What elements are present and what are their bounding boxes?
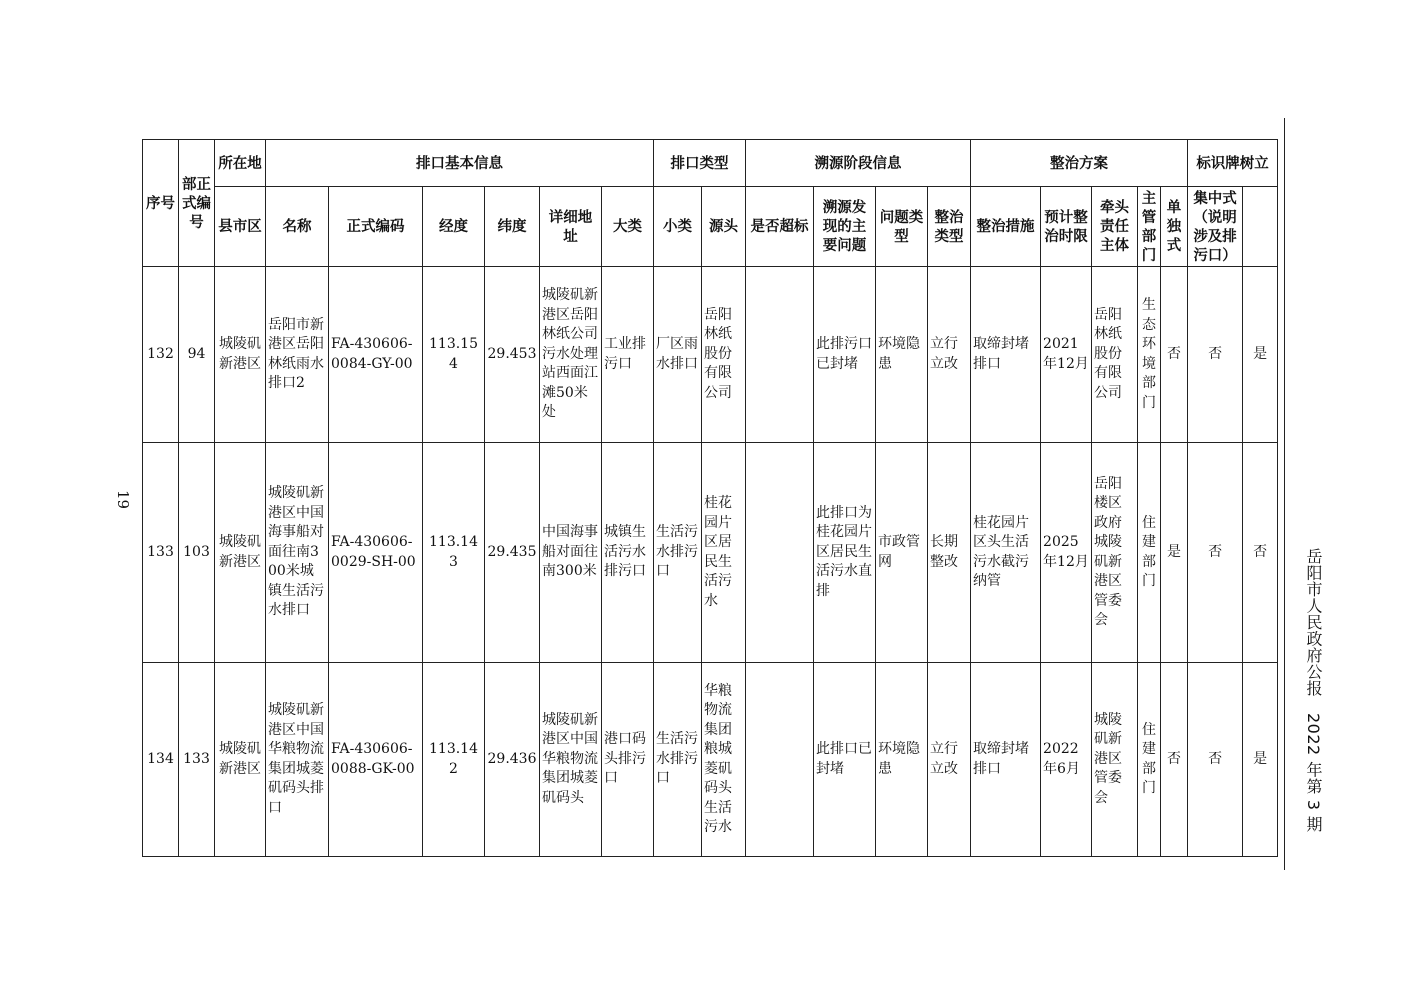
header-exceeds: 是否超标 — [746, 187, 814, 267]
cell-measures: 取缔封堵排口 — [971, 267, 1041, 443]
cell-code: 103 — [179, 443, 215, 663]
table-row — [143, 443, 1278, 663]
cell-major-type: 工业排污口 — [602, 267, 654, 443]
cell-county: 城陵矶新港区 — [215, 267, 266, 443]
header-longitude: 经度 — [423, 187, 485, 267]
cell-name: 城陵矶新港区中国海事船对面往南300米城镇生活污水排口 — [266, 443, 329, 663]
cell-county: 城陵矶新港区 — [215, 663, 266, 857]
header-name: 名称 — [266, 187, 329, 267]
cell-code: 94 — [179, 267, 215, 443]
cell-seq: 134 — [143, 663, 179, 857]
cell-address: 城陵矶新港区岳阳林纸公司污水处理站西面江滩50米处 — [540, 267, 602, 443]
cell-official-code: FA-430606-0029-SH-00 — [329, 443, 423, 663]
cell-issue-type: 环境隐患 — [876, 663, 928, 857]
cell-plan-type: 立行立改 — [928, 267, 971, 443]
header-issue-type: 问题类型 — [876, 187, 928, 267]
cell-main-issue: 此排口已封堵 — [814, 663, 876, 857]
cell-lead-entity: 城陵矶新港区管委会 — [1092, 663, 1138, 857]
margin-rule — [1284, 118, 1285, 870]
cell-authority: 住建部门 — [1138, 443, 1161, 663]
cell-source: 桂花园片区居民生活污水 — [702, 443, 746, 663]
cell-code: 133 — [179, 663, 215, 857]
header-plan-type: 整治类型 — [928, 187, 971, 267]
cell-authority: 住建部门 — [1138, 663, 1161, 857]
table-row — [143, 663, 1278, 857]
header-plan: 整治方案 — [971, 140, 1188, 187]
cell-main-issue: 此排污口已封堵 — [814, 267, 876, 443]
cell-official-code: FA-430606-0088-GK-00 — [329, 663, 423, 857]
cell-longitude: 113.154 — [423, 267, 485, 443]
header-major-type: 大类 — [602, 187, 654, 267]
cell-measures: 桂花园片区头生活污水截污纳管 — [971, 443, 1041, 663]
cell-main-issue: 此排口为桂花园片区居民生活污水直排 — [814, 443, 876, 663]
cell-seq: 132 — [143, 267, 179, 443]
cell-major-type: 港口码头排污口 — [602, 663, 654, 857]
cell-completed: 是 — [1243, 267, 1278, 443]
header-row-2 — [143, 187, 1278, 267]
header-seq: 序号 — [143, 140, 179, 267]
cell-standalone: 否 — [1161, 663, 1188, 857]
cell-centralized: 否 — [1188, 443, 1243, 663]
cell-county: 城陵矶新港区 — [215, 443, 266, 663]
cell-longitude: 113.143 — [423, 443, 485, 663]
header-county: 县市区 — [215, 187, 266, 267]
cell-lead-entity: 岳阳楼区政府城陵矶新港区管委会 — [1092, 443, 1138, 663]
header-standalone: 单独式 — [1161, 187, 1188, 267]
header-centralized: 集中式（说明涉及排污口） — [1188, 187, 1243, 267]
header-dept-code: 部正式编号 — [179, 140, 215, 267]
table-row — [143, 267, 1278, 443]
cell-deadline: 2022年6月 — [1041, 663, 1092, 857]
cell-exceeds — [746, 663, 814, 857]
cell-name: 城陵矶新港区中国华粮物流集团城菱矶码头排口 — [266, 663, 329, 857]
header-official-code: 正式编码 — [329, 187, 423, 267]
header-sign: 标识牌树立 — [1188, 140, 1278, 187]
header-trace-info: 溯源阶段信息 — [746, 140, 971, 187]
header-authority: 主管部门 — [1138, 187, 1161, 267]
cell-plan-type: 立行立改 — [928, 663, 971, 857]
cell-exceeds — [746, 267, 814, 443]
cell-completed: 否 — [1243, 443, 1278, 663]
header-location: 所在地 — [215, 140, 266, 187]
cell-major-type: 城镇生活污水排污口 — [602, 443, 654, 663]
cell-deadline: 2021年12月 — [1041, 267, 1092, 443]
cell-issue-type: 环境隐患 — [876, 267, 928, 443]
cell-plan-type: 长期整改 — [928, 443, 971, 663]
cell-source: 岳阳林纸股份有限公司 — [702, 267, 746, 443]
cell-lead-entity: 岳阳林纸股份有限公司 — [1092, 267, 1138, 443]
header-latitude: 纬度 — [485, 187, 540, 267]
header-source: 源头 — [702, 187, 746, 267]
header-measures: 整治措施 — [971, 187, 1041, 267]
cell-latitude: 29.436 — [485, 663, 540, 857]
header-main-issue: 溯源发现的主要问题 — [814, 187, 876, 267]
cell-completed: 是 — [1243, 663, 1278, 857]
cell-centralized: 否 — [1188, 267, 1243, 443]
header-minor-type: 小类 — [654, 187, 702, 267]
cell-minor-type: 生活污水排污口 — [654, 443, 702, 663]
journal-title: 岳阳市人民政府公报 2022 年第 3 期 — [1304, 548, 1323, 833]
cell-deadline: 2025年12月 — [1041, 443, 1092, 663]
cell-source: 华粮物流集团粮城菱矶码头生活污水 — [702, 663, 746, 857]
cell-minor-type: 厂区雨水排口 — [654, 267, 702, 443]
header-row-1 — [143, 140, 1278, 187]
cell-name: 岳阳市新港区岳阳林纸雨水排口2 — [266, 267, 329, 443]
cell-standalone: 否 — [1161, 267, 1188, 443]
cell-centralized: 否 — [1188, 663, 1243, 857]
page-number: 19 — [114, 490, 132, 510]
cell-address: 城陵矶新港区中国华粮物流集团城菱矶码头 — [540, 663, 602, 857]
header-address: 详细地址 — [540, 187, 602, 267]
outlet-table — [142, 139, 1278, 857]
header-outlet-info: 排口基本信息 — [266, 140, 654, 187]
cell-latitude: 29.453 — [485, 267, 540, 443]
cell-standalone: 是 — [1161, 443, 1188, 663]
cell-exceeds — [746, 443, 814, 663]
cell-authority: 生态环境部门 — [1138, 267, 1161, 443]
cell-minor-type: 生活污水排污口 — [654, 663, 702, 857]
cell-latitude: 29.435 — [485, 443, 540, 663]
header-outlet-type: 排口类型 — [654, 140, 746, 187]
cell-seq: 133 — [143, 443, 179, 663]
header-deadline: 预计整治时限 — [1041, 187, 1092, 267]
header-lead-entity: 牵头责任主体 — [1092, 187, 1138, 267]
cell-address: 中国海事船对面往南300米 — [540, 443, 602, 663]
cell-measures: 取缔封堵排口 — [971, 663, 1041, 857]
cell-official-code: FA-430606-0084-GY-00 — [329, 267, 423, 443]
cell-issue-type: 市政管网 — [876, 443, 928, 663]
cell-longitude: 113.142 — [423, 663, 485, 857]
